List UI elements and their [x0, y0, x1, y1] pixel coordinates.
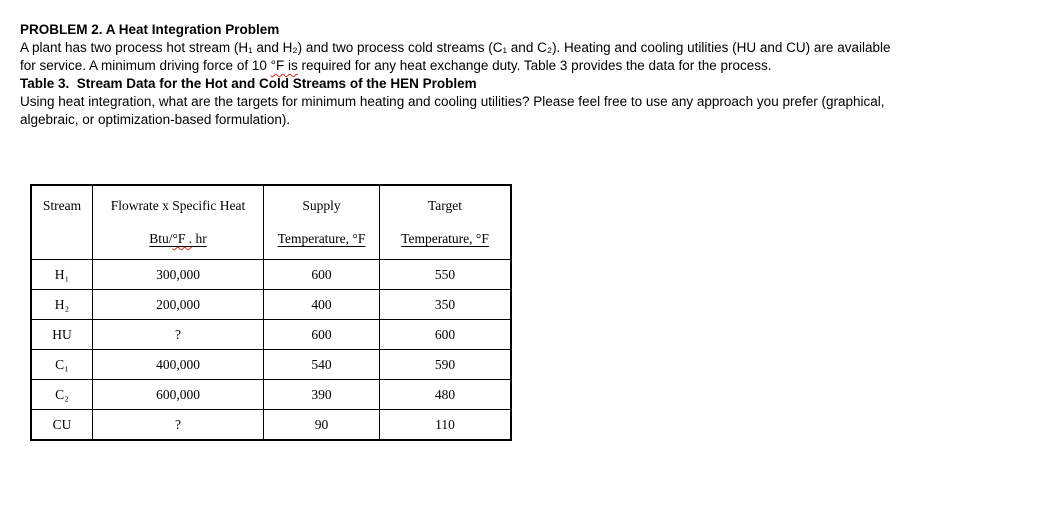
target-cell: 590 [380, 350, 512, 380]
stream-table-body [31, 260, 511, 441]
text-segment: Btu/ [149, 231, 173, 246]
problem-title: PROBLEM 2. A Heat Integration Problem [20, 22, 280, 37]
table-caption: Table 3. Stream Data for the Hot and Cold Streams of the HEN Problem [20, 76, 477, 91]
stream-row [31, 320, 511, 350]
target-units-label: Temperature, °F [401, 231, 489, 246]
target-cell: 350 [380, 290, 512, 320]
text-segment: required for any heat exchange duty. Table 3 provides the data for the process. [297, 58, 772, 73]
target-cell: 480 [380, 380, 512, 410]
stream-row [31, 290, 511, 320]
flowrate-units-label [93, 231, 263, 247]
supply-units-label: Temperature, °F [277, 231, 366, 246]
supply-column-header [264, 185, 380, 260]
supply-cell: 540 [264, 350, 380, 380]
stream-cell: C₂ [31, 380, 93, 410]
spellcheck-marked-text: °F . [172, 231, 193, 246]
intro-paragraph-line-1: A plant has two process hot stream (H₁ and H₂) and two process cold streams (C₁ and C₂). Heating and cooling utilities (HU and CU) are available [20, 40, 891, 55]
stream-cell: HU [31, 320, 93, 350]
supply-cell: 90 [264, 410, 380, 441]
flowrate-header-label: Flowrate x Specific Heat [110, 198, 246, 213]
stream-cell: H₁ [31, 260, 93, 290]
supply-cell: 400 [264, 290, 380, 320]
question-paragraph-line-1: Using heat integration, what are the targets for minimum heating and cooling utilities? Please feel free to use any approach you prefer (graphical, [20, 94, 885, 109]
text-segment: for service. A minimum driving force of 10 [20, 58, 271, 73]
stream-cell: H₂ [31, 290, 93, 320]
stream-cell: CU [31, 410, 93, 441]
supply-header-label: Supply [302, 198, 341, 213]
supply-cell: 600 [264, 260, 380, 290]
flowrate-cell: ? [93, 410, 264, 441]
supply-cell: 390 [264, 380, 380, 410]
stream-row [31, 410, 511, 441]
target-cell: 550 [380, 260, 512, 290]
text-segment: hr [192, 231, 207, 246]
stream-table-header [31, 185, 511, 260]
stream-header-label: Stream [42, 198, 82, 213]
stream-row [31, 350, 511, 380]
stream-row [31, 380, 511, 410]
target-cell: 600 [380, 320, 512, 350]
header-row [31, 185, 511, 260]
stream-row [31, 260, 511, 290]
question-paragraph-line-2: algebraic, or optimization-based formulation). [20, 112, 291, 127]
flowrate-cell: 200,000 [93, 290, 264, 320]
flowrate-cell: 400,000 [93, 350, 264, 380]
stream-data-table [30, 184, 512, 441]
target-cell: 110 [380, 410, 512, 441]
supply-cell: 600 [264, 320, 380, 350]
target-column-header [380, 185, 512, 260]
flowrate-cell: ? [93, 320, 264, 350]
target-header-label: Target [427, 198, 463, 213]
flowrate-cell: 600,000 [93, 380, 264, 410]
flowrate-cell: 300,000 [93, 260, 264, 290]
flowrate-column-header [93, 185, 264, 260]
stream-cell: C₁ [31, 350, 93, 380]
stream-column-header [31, 185, 93, 260]
spellcheck-marked-text: °F is [270, 58, 298, 73]
intro-paragraph-line-2 [20, 57, 1042, 75]
